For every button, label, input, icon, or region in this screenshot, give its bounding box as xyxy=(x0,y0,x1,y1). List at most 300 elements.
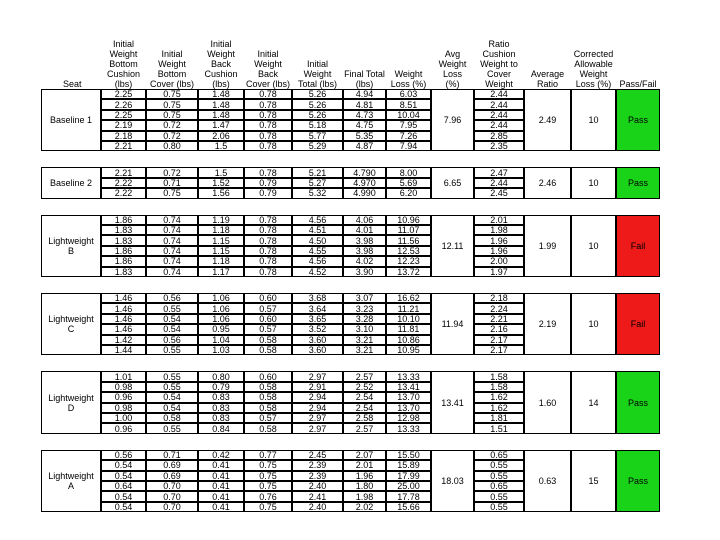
cell-back-cover: 0.76 xyxy=(244,491,292,501)
cell-weight-loss: 11.07 xyxy=(386,225,431,235)
cell-weight-loss: 17.99 xyxy=(386,471,431,481)
cell-back-cover: 0.78 xyxy=(244,99,292,109)
cell-final-total: 3.90 xyxy=(343,267,386,277)
cell-weight-loss: 13.41 xyxy=(386,382,431,392)
cell-back-cover: 0.78 xyxy=(244,256,292,266)
cell-back-cushion: 1.06 xyxy=(198,314,244,324)
seat-label: Lightweight A xyxy=(41,450,101,512)
cell-final-total: 1.98 xyxy=(343,491,386,501)
cell-bottom-cover: 0.71 xyxy=(146,178,198,188)
cell-ratio: 2.45 xyxy=(474,188,524,198)
cell-bottom-cover: 0.74 xyxy=(146,256,198,266)
cell-ratio: 1.96 xyxy=(474,246,524,256)
cell-back-cushion: 0.79 xyxy=(198,382,244,392)
cell-back-cushion: 0.41 xyxy=(198,471,244,481)
seat-label: Lightweight C xyxy=(41,293,101,355)
cell-bottom-cushion: 1.46 xyxy=(101,303,146,313)
cell-bottom-cushion: 2.21 xyxy=(101,167,146,177)
cell-bottom-cushion: 2.25 xyxy=(101,110,146,120)
cell-bottom-cover: 0.54 xyxy=(146,324,198,334)
seat-label: Baseline 1 xyxy=(41,89,101,151)
cell-final-total: 2.52 xyxy=(343,382,386,392)
cell-final-total: 2.58 xyxy=(343,413,386,423)
cell-weight-loss: 15.66 xyxy=(386,502,431,512)
cell-total: 2.40 xyxy=(292,502,343,512)
cell-bottom-cushion: 0.56 xyxy=(101,450,146,460)
header-back-cover: Initial Weight Back Cover (lbs) xyxy=(245,49,290,89)
cell-back-cover: 0.78 xyxy=(244,120,292,130)
cell-back-cover: 0.78 xyxy=(244,246,292,256)
cell-total: 2.39 xyxy=(292,471,343,481)
cell-total: 3.52 xyxy=(292,324,343,334)
cell-final-total: 2.01 xyxy=(343,460,386,470)
header-pass-fail: Pass/Fail xyxy=(619,79,657,89)
cell-back-cover: 0.58 xyxy=(244,345,292,355)
header-back-cushion: Initial Weight Back Cushion (lbs) xyxy=(204,39,238,89)
average-ratio: 2.19 xyxy=(524,293,571,355)
cell-bottom-cover: 0.70 xyxy=(146,491,198,501)
cell-back-cover: 0.75 xyxy=(244,481,292,491)
cell-total: 3.64 xyxy=(292,303,343,313)
cell-total: 2.45 xyxy=(292,450,343,460)
cell-final-total: 5.35 xyxy=(343,131,386,141)
cell-bottom-cover: 0.54 xyxy=(146,314,198,324)
cell-bottom-cushion: 1.01 xyxy=(101,371,146,381)
cell-bottom-cover: 0.69 xyxy=(146,471,198,481)
cell-back-cushion: 1.48 xyxy=(198,99,244,109)
cell-bottom-cover: 0.71 xyxy=(146,450,198,460)
cell-bottom-cover: 0.70 xyxy=(146,502,198,512)
cell-back-cushion: 0.42 xyxy=(198,450,244,460)
cell-ratio: 0.55 xyxy=(474,491,524,501)
cell-total: 4.56 xyxy=(292,256,343,266)
cell-weight-loss: 10.96 xyxy=(386,215,431,225)
cell-bottom-cushion: 1.86 xyxy=(101,256,146,266)
results-table xyxy=(41,31,660,523)
pass-fail-badge: Pass xyxy=(616,371,660,433)
cell-bottom-cover: 0.74 xyxy=(146,225,198,235)
cell-final-total: 3.28 xyxy=(343,314,386,324)
cell-final-total: 2.02 xyxy=(343,502,386,512)
cell-back-cushion: 1.18 xyxy=(198,225,244,235)
cell-weight-loss: 11.21 xyxy=(386,303,431,313)
cell-ratio: 2.44 xyxy=(474,120,524,130)
avg-weight-loss: 11.94 xyxy=(431,293,474,355)
cell-ratio: 2.16 xyxy=(474,324,524,334)
cell-back-cushion: 1.06 xyxy=(198,303,244,313)
cell-bottom-cushion: 1.44 xyxy=(101,345,146,355)
cell-ratio: 2.85 xyxy=(474,131,524,141)
cell-ratio: 1.62 xyxy=(474,392,524,402)
cell-ratio: 2.24 xyxy=(474,303,524,313)
allowable-loss: 14 xyxy=(571,371,616,433)
average-ratio: 0.63 xyxy=(524,450,571,512)
cell-bottom-cushion: 1.46 xyxy=(101,293,146,303)
cell-total: 4.52 xyxy=(292,267,343,277)
cell-back-cover: 0.79 xyxy=(244,178,292,188)
cell-back-cover: 0.78 xyxy=(244,141,292,151)
cell-weight-loss: 13.33 xyxy=(386,371,431,381)
cell-bottom-cushion: 0.64 xyxy=(101,481,146,491)
cell-bottom-cover: 0.72 xyxy=(146,120,198,130)
cell-ratio: 2.35 xyxy=(474,141,524,151)
cell-final-total: 3.21 xyxy=(343,335,386,345)
cell-back-cushion: 1.15 xyxy=(198,246,244,256)
cell-final-total: 4.990 xyxy=(343,188,386,198)
cell-back-cushion: 0.41 xyxy=(198,491,244,501)
cell-total: 2.94 xyxy=(292,403,343,413)
pass-fail-badge: Pass xyxy=(616,450,660,512)
cell-back-cushion: 1.15 xyxy=(198,235,244,245)
cell-back-cover: 0.75 xyxy=(244,460,292,470)
cell-weight-loss: 13.33 xyxy=(386,423,431,433)
cell-back-cushion: 0.41 xyxy=(198,460,244,470)
cell-final-total: 1.96 xyxy=(343,471,386,481)
header-seat: Seat xyxy=(63,79,82,89)
cell-weight-loss: 11.56 xyxy=(386,235,431,245)
cell-final-total: 4.73 xyxy=(343,110,386,120)
cell-weight-loss: 17.78 xyxy=(386,491,431,501)
cell-bottom-cushion: 1.46 xyxy=(101,314,146,324)
cell-weight-loss: 12.53 xyxy=(386,246,431,256)
cell-back-cushion: 1.06 xyxy=(198,293,244,303)
cell-back-cushion: 1.47 xyxy=(198,120,244,130)
cell-bottom-cover: 0.75 xyxy=(146,188,198,198)
cell-bottom-cover: 0.55 xyxy=(146,303,198,313)
cell-ratio: 2.44 xyxy=(474,89,524,99)
cell-weight-loss: 6.20 xyxy=(386,188,431,198)
cell-weight-loss: 16.62 xyxy=(386,293,431,303)
cell-ratio: 1.81 xyxy=(474,413,524,423)
cell-back-cover: 0.78 xyxy=(244,131,292,141)
cell-weight-loss: 8.00 xyxy=(386,167,431,177)
allowable-loss: 10 xyxy=(571,293,616,355)
cell-back-cushion: 1.19 xyxy=(198,215,244,225)
cell-weight-loss: 7.94 xyxy=(386,141,431,151)
cell-ratio: 1.51 xyxy=(474,423,524,433)
cell-bottom-cover: 0.72 xyxy=(146,167,198,177)
cell-bottom-cushion: 1.46 xyxy=(101,324,146,334)
header-bottom-cover: Initial Weight Bottom Cover (lbs) xyxy=(149,49,194,89)
cell-bottom-cover: 0.54 xyxy=(146,392,198,402)
cell-bottom-cover: 0.75 xyxy=(146,110,198,120)
cell-bottom-cushion: 0.98 xyxy=(101,403,146,413)
cell-back-cover: 0.58 xyxy=(244,335,292,345)
cell-total: 2.91 xyxy=(292,382,343,392)
cell-ratio: 0.55 xyxy=(474,471,524,481)
cell-weight-loss: 12.23 xyxy=(386,256,431,266)
cell-bottom-cushion: 0.96 xyxy=(101,392,146,402)
cell-weight-loss: 6.03 xyxy=(386,89,431,99)
cell-back-cushion: 1.48 xyxy=(198,110,244,120)
cell-final-total: 3.98 xyxy=(343,246,386,256)
cell-final-total: 4.02 xyxy=(343,256,386,266)
cell-ratio: 0.65 xyxy=(474,450,524,460)
cell-weight-loss: 5.69 xyxy=(386,178,431,188)
cell-ratio: 2.17 xyxy=(474,335,524,345)
cell-back-cover: 0.78 xyxy=(244,167,292,177)
cell-back-cover: 0.60 xyxy=(244,293,292,303)
cell-ratio: 1.96 xyxy=(474,235,524,245)
cell-bottom-cushion: 1.83 xyxy=(101,267,146,277)
cell-final-total: 2.54 xyxy=(343,403,386,413)
cell-back-cushion: 1.48 xyxy=(198,89,244,99)
cell-total: 3.68 xyxy=(292,293,343,303)
cell-back-cover: 0.75 xyxy=(244,471,292,481)
cell-final-total: 3.10 xyxy=(343,324,386,334)
cell-total: 3.60 xyxy=(292,335,343,345)
cell-bottom-cushion: 2.22 xyxy=(101,188,146,198)
cell-total: 4.50 xyxy=(292,235,343,245)
cell-total: 2.97 xyxy=(292,423,343,433)
cell-back-cushion: 1.17 xyxy=(198,267,244,277)
cell-back-cushion: 1.18 xyxy=(198,256,244,266)
cell-back-cushion: 0.41 xyxy=(198,502,244,512)
cell-final-total: 4.87 xyxy=(343,141,386,151)
avg-weight-loss: 7.96 xyxy=(431,89,474,151)
cell-bottom-cushion: 0.96 xyxy=(101,423,146,433)
cell-bottom-cover: 0.74 xyxy=(146,246,198,256)
average-ratio: 2.46 xyxy=(524,167,571,198)
pass-fail-badge: Pass xyxy=(616,167,660,198)
cell-weight-loss: 12.98 xyxy=(386,413,431,423)
cell-bottom-cover: 0.55 xyxy=(146,371,198,381)
allowable-loss: 10 xyxy=(571,167,616,198)
cell-bottom-cushion: 1.83 xyxy=(101,225,146,235)
cell-ratio: 1.58 xyxy=(474,371,524,381)
cell-total: 2.97 xyxy=(292,371,343,381)
cell-total: 5.29 xyxy=(292,141,343,151)
cell-final-total: 2.54 xyxy=(343,392,386,402)
cell-ratio: 1.58 xyxy=(474,382,524,392)
cell-back-cover: 0.78 xyxy=(244,225,292,235)
header-avg-loss: Avg Weight Loss (%) xyxy=(438,49,467,89)
cell-bottom-cushion: 0.54 xyxy=(101,491,146,501)
header-ratio: Ratio Cushion Weight to Cover Weight xyxy=(480,39,518,89)
cell-final-total: 4.81 xyxy=(343,99,386,109)
cell-final-total: 4.75 xyxy=(343,120,386,130)
cell-bottom-cover: 0.74 xyxy=(146,215,198,225)
cell-bottom-cushion: 1.83 xyxy=(101,235,146,245)
cell-total: 2.97 xyxy=(292,413,343,423)
cell-total: 5.27 xyxy=(292,178,343,188)
cell-total: 4.51 xyxy=(292,225,343,235)
avg-weight-loss: 12.11 xyxy=(431,215,474,277)
cell-back-cover: 0.78 xyxy=(244,89,292,99)
cell-weight-loss: 7.26 xyxy=(386,131,431,141)
cell-total: 5.32 xyxy=(292,188,343,198)
cell-final-total: 2.07 xyxy=(343,450,386,460)
cell-back-cushion: 1.03 xyxy=(198,345,244,355)
cell-bottom-cushion: 1.86 xyxy=(101,215,146,225)
cell-bottom-cover: 0.58 xyxy=(146,413,198,423)
cell-back-cushion: 0.83 xyxy=(198,392,244,402)
cell-back-cover: 0.58 xyxy=(244,423,292,433)
cell-weight-loss: 11.81 xyxy=(386,324,431,334)
allowable-loss: 10 xyxy=(571,215,616,277)
cell-weight-loss: 8.51 xyxy=(386,99,431,109)
cell-total: 5.77 xyxy=(292,131,343,141)
cell-ratio: 2.44 xyxy=(474,99,524,109)
pass-fail-badge: Fail xyxy=(616,215,660,277)
cell-back-cover: 0.78 xyxy=(244,267,292,277)
cell-bottom-cover: 0.75 xyxy=(146,89,198,99)
cell-final-total: 2.57 xyxy=(343,423,386,433)
cell-back-cover: 0.77 xyxy=(244,450,292,460)
cell-back-cushion: 2.06 xyxy=(198,131,244,141)
cell-total: 5.26 xyxy=(292,99,343,109)
cell-ratio: 2.00 xyxy=(474,256,524,266)
cell-back-cushion: 0.41 xyxy=(198,481,244,491)
cell-back-cover: 0.58 xyxy=(244,403,292,413)
cell-back-cover: 0.75 xyxy=(244,502,292,512)
cell-back-cushion: 0.83 xyxy=(198,403,244,413)
cell-bottom-cushion: 2.26 xyxy=(101,99,146,109)
cell-bottom-cushion: 1.00 xyxy=(101,413,146,423)
cell-final-total: 4.970 xyxy=(343,178,386,188)
cell-final-total: 2.57 xyxy=(343,371,386,381)
cell-bottom-cushion: 0.54 xyxy=(101,471,146,481)
cell-weight-loss: 15.50 xyxy=(386,450,431,460)
cell-back-cushion: 1.5 xyxy=(198,141,244,151)
header-allowable-loss: Corrected Allowable Weight Loss (%) xyxy=(573,49,614,89)
cell-final-total: 4.790 xyxy=(343,167,386,177)
cell-weight-loss: 15.89 xyxy=(386,460,431,470)
cell-final-total: 4.94 xyxy=(343,89,386,99)
cell-back-cushion: 1.56 xyxy=(198,188,244,198)
allowable-loss: 15 xyxy=(571,450,616,512)
cell-back-cushion: 1.04 xyxy=(198,335,244,345)
cell-final-total: 1.80 xyxy=(343,481,386,491)
cell-total: 2.40 xyxy=(292,481,343,491)
header-final-total: Final Total (lbs) xyxy=(344,69,385,89)
cell-bottom-cover: 0.74 xyxy=(146,267,198,277)
cell-back-cushion: 0.80 xyxy=(198,371,244,381)
cell-back-cushion: 1.52 xyxy=(198,178,244,188)
cell-bottom-cover: 0.75 xyxy=(146,99,198,109)
cell-bottom-cover: 0.72 xyxy=(146,131,198,141)
average-ratio: 1.60 xyxy=(524,371,571,433)
cell-bottom-cushion: 2.19 xyxy=(101,120,146,130)
cell-bottom-cushion: 1.86 xyxy=(101,246,146,256)
allowable-loss: 10 xyxy=(571,89,616,151)
cell-ratio: 0.65 xyxy=(474,481,524,491)
cell-bottom-cushion: 2.18 xyxy=(101,131,146,141)
cell-total: 4.56 xyxy=(292,215,343,225)
cell-final-total: 4.01 xyxy=(343,225,386,235)
cell-bottom-cover: 0.69 xyxy=(146,460,198,470)
cell-bottom-cover: 0.74 xyxy=(146,235,198,245)
cell-total: 5.21 xyxy=(292,167,343,177)
cell-back-cover: 0.58 xyxy=(244,382,292,392)
cell-weight-loss: 13.72 xyxy=(386,267,431,277)
cell-bottom-cushion: 2.25 xyxy=(101,89,146,99)
cell-total: 2.39 xyxy=(292,460,343,470)
cell-ratio: 2.47 xyxy=(474,167,524,177)
cell-ratio: 1.98 xyxy=(474,225,524,235)
cell-total: 2.41 xyxy=(292,491,343,501)
cell-ratio: 2.21 xyxy=(474,314,524,324)
seat-label: Lightweight D xyxy=(41,371,101,433)
cell-back-cover: 0.60 xyxy=(244,314,292,324)
seat-label: Lightweight B xyxy=(41,215,101,277)
cell-bottom-cover: 0.55 xyxy=(146,423,198,433)
cell-bottom-cover: 0.70 xyxy=(146,481,198,491)
average-ratio: 2.49 xyxy=(524,89,571,151)
cell-ratio: 2.17 xyxy=(474,345,524,355)
header-total: Initial Weight Total (lbs) xyxy=(297,59,337,89)
average-ratio: 1.99 xyxy=(524,215,571,277)
cell-bottom-cover: 0.54 xyxy=(146,403,198,413)
cell-total: 5.18 xyxy=(292,120,343,130)
cell-back-cover: 0.78 xyxy=(244,235,292,245)
cell-ratio: 1.62 xyxy=(474,403,524,413)
cell-weight-loss: 13.70 xyxy=(386,403,431,413)
cell-back-cover: 0.60 xyxy=(244,371,292,381)
cell-bottom-cover: 0.55 xyxy=(146,345,198,355)
cell-weight-loss: 25.00 xyxy=(386,481,431,491)
cell-final-total: 3.23 xyxy=(343,303,386,313)
cell-bottom-cover: 0.56 xyxy=(146,335,198,345)
cell-total: 5.26 xyxy=(292,110,343,120)
cell-weight-loss: 10.10 xyxy=(386,314,431,324)
cell-bottom-cover: 0.56 xyxy=(146,293,198,303)
header-avg-ratio: Average Ratio xyxy=(530,69,565,89)
cell-weight-loss: 13.70 xyxy=(386,392,431,402)
cell-total: 4.55 xyxy=(292,246,343,256)
header-bottom-cushion: Initial Weight Bottom Cushion (lbs) xyxy=(106,39,141,89)
cell-final-total: 4.06 xyxy=(343,215,386,225)
cell-ratio: 2.44 xyxy=(474,110,524,120)
cell-total: 2.94 xyxy=(292,392,343,402)
cell-weight-loss: 10.86 xyxy=(386,335,431,345)
cell-bottom-cushion: 2.22 xyxy=(101,178,146,188)
cell-back-cover: 0.58 xyxy=(244,392,292,402)
avg-weight-loss: 6.65 xyxy=(431,167,474,198)
cell-total: 3.65 xyxy=(292,314,343,324)
cell-ratio: 2.44 xyxy=(474,178,524,188)
pass-fail-badge: Fail xyxy=(616,293,660,355)
cell-back-cover: 0.78 xyxy=(244,110,292,120)
cell-ratio: 2.01 xyxy=(474,215,524,225)
cell-bottom-cushion: 0.98 xyxy=(101,382,146,392)
cell-bottom-cover: 0.55 xyxy=(146,382,198,392)
cell-back-cover: 0.78 xyxy=(244,215,292,225)
cell-back-cover: 0.57 xyxy=(244,413,292,423)
seat-label: Baseline 2 xyxy=(41,167,101,198)
cell-back-cushion: 0.95 xyxy=(198,324,244,334)
cell-bottom-cushion: 0.54 xyxy=(101,460,146,470)
avg-weight-loss: 18.03 xyxy=(431,450,474,512)
cell-back-cushion: 0.84 xyxy=(198,423,244,433)
cell-ratio: 1.97 xyxy=(474,267,524,277)
cell-back-cushion: 0.83 xyxy=(198,413,244,423)
avg-weight-loss: 13.41 xyxy=(431,371,474,433)
pass-fail-badge: Pass xyxy=(616,89,660,151)
header-weight-loss: Weight Loss (%) xyxy=(390,69,427,89)
cell-ratio: 2.18 xyxy=(474,293,524,303)
cell-bottom-cushion: 1.42 xyxy=(101,335,146,345)
cell-total: 5.26 xyxy=(292,89,343,99)
cell-ratio: 0.55 xyxy=(474,502,524,512)
cell-weight-loss: 10.95 xyxy=(386,345,431,355)
cell-bottom-cushion: 2.21 xyxy=(101,141,146,151)
cell-bottom-cover: 0.80 xyxy=(146,141,198,151)
cell-back-cushion: 1.5 xyxy=(198,167,244,177)
cell-final-total: 3.21 xyxy=(343,345,386,355)
cell-back-cover: 0.79 xyxy=(244,188,292,198)
cell-final-total: 3.98 xyxy=(343,235,386,245)
